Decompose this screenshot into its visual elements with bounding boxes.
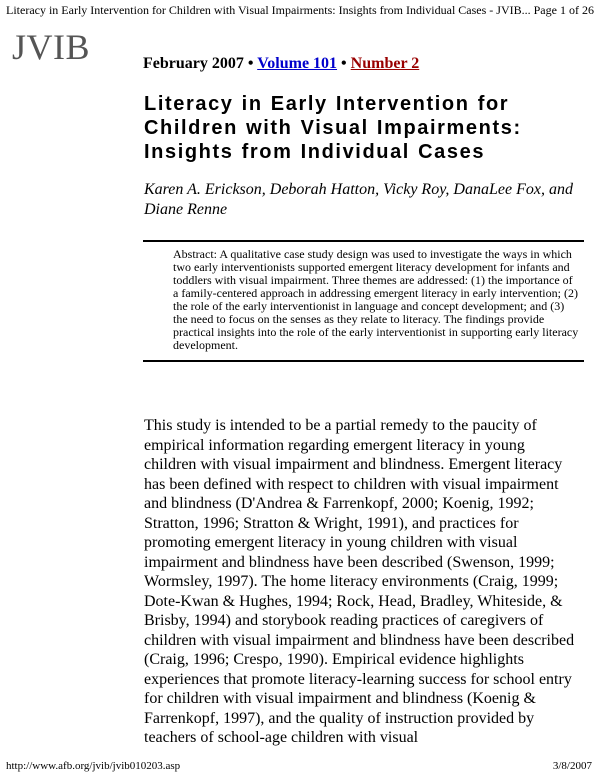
journal-logo: JVIB xyxy=(12,27,91,67)
print-footer-url: http://www.afb.org/jvib/jvib010203.asp xyxy=(6,760,181,772)
body-paragraph: This study is intended to be a partial remedy to the paucity of empirical information regarding emergent literacy in young children with visual impairment and blindness. Emergent literacy has been defined with respect to children with visual impairment and blindness (D'Andrea & Farrenkopf, 2000; Koenig, 1992; Stratton, 1996; Stratton & Wright, 1991), and practices for promoting emergent literacy in young children with visual impairment and blindness have been described (Swenson, 1999; Wormsley, 1997). The home literacy environments (Craig, 1999; Dote-Kwan & Hughes, 1994; Rock, Head, Bradley, Whiteside, & Brisby, 1994) and storybook reading practices of caregivers of children with visual impairment and blindness have been described (Craig, 1996; Crespo, 1990). Empirical evidence highlights experiences that promote literacy-learning success for school entry for children with visual impairment and blindness (Koenig & Farrenkopf, 1997), and the quality of instruction provided by teachers of school-age children with visual xyxy=(144,417,575,746)
abstract-box xyxy=(143,240,584,362)
number-link[interactable]: Number 2 xyxy=(350,55,420,72)
volume-link[interactable]: Volume 101 xyxy=(257,55,338,72)
print-header-title: Literacy in Early Intervention for Children with Visual Impairments: Insights from Individual Cases - JVIB... Page 1 of 26 xyxy=(6,3,594,17)
issue-info xyxy=(143,55,419,73)
article-body xyxy=(144,416,579,748)
print-footer-date: 3/8/2007 xyxy=(552,760,592,772)
separator-dot: • xyxy=(243,55,258,72)
issue-date: February 2007 xyxy=(143,55,244,72)
article-authors: Karen A. Erickson, Deborah Hatton, Vicky Roy, DanaLee Fox, and Diane Renne xyxy=(144,181,573,218)
article-title: Literacy in Early Intervention for Children with Visual Impairments: Insights from Individual Cases xyxy=(144,93,522,163)
separator-dot: • xyxy=(337,55,351,72)
abstract-text: Abstract: A qualitative case study design was used to investigate the ways in which two early interventionists supported emergent literacy development for infants and toddlers with visual impairment. Three themes are addressed: (1) the importance of a family-centered approach in addressing emergent literacy in early intervention; (2) the role of the early interventionist in language and concept development; and (3) the need to focus on the senses as they relate to literacy. The findings provide practical insights into the role of the early interventionist in supporting early literacy development. xyxy=(173,247,579,352)
